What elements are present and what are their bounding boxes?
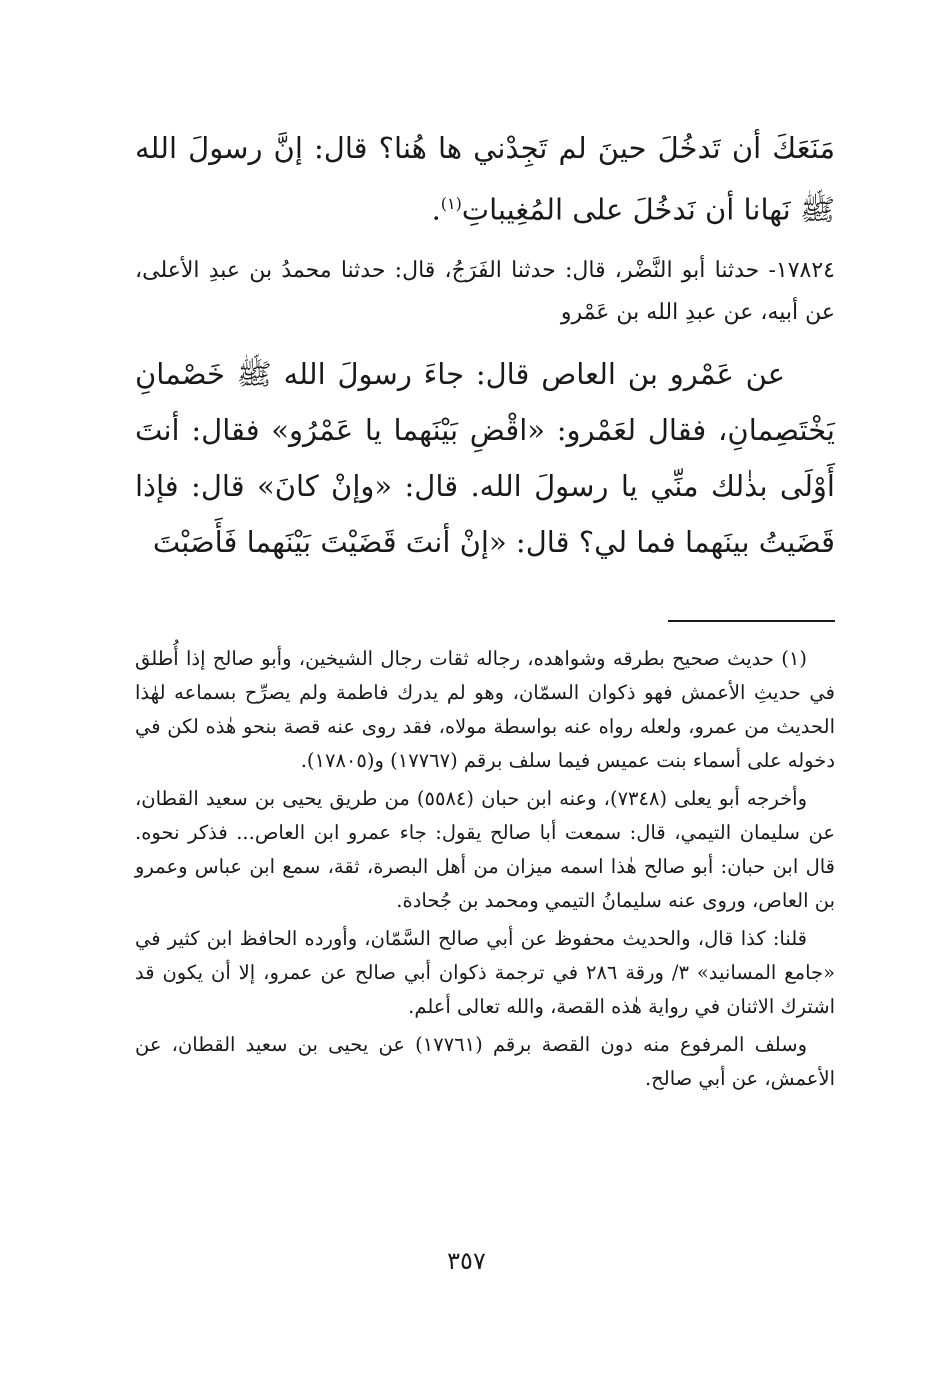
hadith-isnad: ١٧٨٢٤- حدثنا أبو النَّضْر، قال: حدثنا الفَرَجُ، قال: حدثنا محمدُ بن عبدِ الأعلى، عن أبيه، عن عبدِ الله بن عَمْرو: [135, 257, 835, 325]
main-text-continuation: [135, 120, 835, 238]
footnote-separator: [668, 620, 835, 622]
hadith-matn: عن عَمْرو بن العاص قال: جاءَ رسولَ الله ﷺ خَصْمانِ يَخْتَصِمانِ، فقال لعَمْرو: «اقْضِ بَيْنَهما يا عَمْرُو» فقال: أنتَ أَوْلَى بذٰلك منِّي يا رسولَ الله. قال: «وإنْ كانَ» قال: فإذا قَضَيتُ بينَهما فما لي؟ قال: «إنْ أنتَ قَضَيْتَ بَيْنَهما فَأَصَبْتَ: [135, 356, 835, 559]
footnote-ref[interactable]: (١): [440, 194, 462, 213]
continuation-text: مَنَعَكَ أن تَدخُلَ حينَ لم تَجِدْني ها هُنا؟ قال: إنَّ رسولَ الله ﷺ نَهانا أن نَدخُلَ على المُغِيباتِ: [135, 131, 835, 227]
continuation-end: .: [431, 192, 441, 227]
page-number: ٣٥٧: [447, 1247, 486, 1275]
footnote-paragraph: وأخرجه أبو يعلى (٧٣٤٨)، وعنه ابن حبان (٥٥٨٤) من طريق يحيى بن سعيد القطان، عن سليمان التيمي، قال: سمعت أبا صالح يقول: جاء عمرو ابن العاص... فذكر نحوه. قال ابن حبان: أبو صالح هٰذا اسمه ميزان من أهل البصرة، ثقة، سمع ابن عباس وعمرو بن العاص، وروى عنه سليمانُ التيمي ومحمد بن جُحادة.: [135, 786, 835, 912]
footnote-paragraph: وسلف المرفوع منه دون القصة برقم (١٧٧٦١) عن يحيى بن سعيد القطان، عن الأعمش، عن أبي صالح.: [135, 1032, 835, 1090]
footnotes: [135, 642, 835, 1096]
footnote-paragraph: قلنا: كذا قال، والحديث محفوظ عن أبي صالح السَّمّان، وأورده الحافظ ابن كثير في «جامع المسانيد» ٣/ ورقة ٢٨٦ في ترجمة ذكوان أبي صالح عن عمرو، إلا أن يكون قد اشترك الاثنان في رواية هٰذه القصة، والله تعالى أعلم.: [135, 926, 835, 1018]
page-body: [135, 120, 835, 1100]
footnote-1: (١) حديث صحيح بطرقه وشواهده، رجاله ثقات رجال الشيخين، وأبو صالح إذا أُطلق في حديثِ الأعمش فهو ذكوان السمّان، وهو لم يدرك فاطمة ولم يصرِّح بسماعه لهٰذا الحديث من عمرو، ولعله رواه عنه بواسطة مولاه، فقد روى عنه قصة بنحو هٰذه لكن في دخوله على أسماء بنت عميس فيما سلف برقم (١٧٧٦٧) و(١٧٨٠٥).: [135, 646, 835, 772]
